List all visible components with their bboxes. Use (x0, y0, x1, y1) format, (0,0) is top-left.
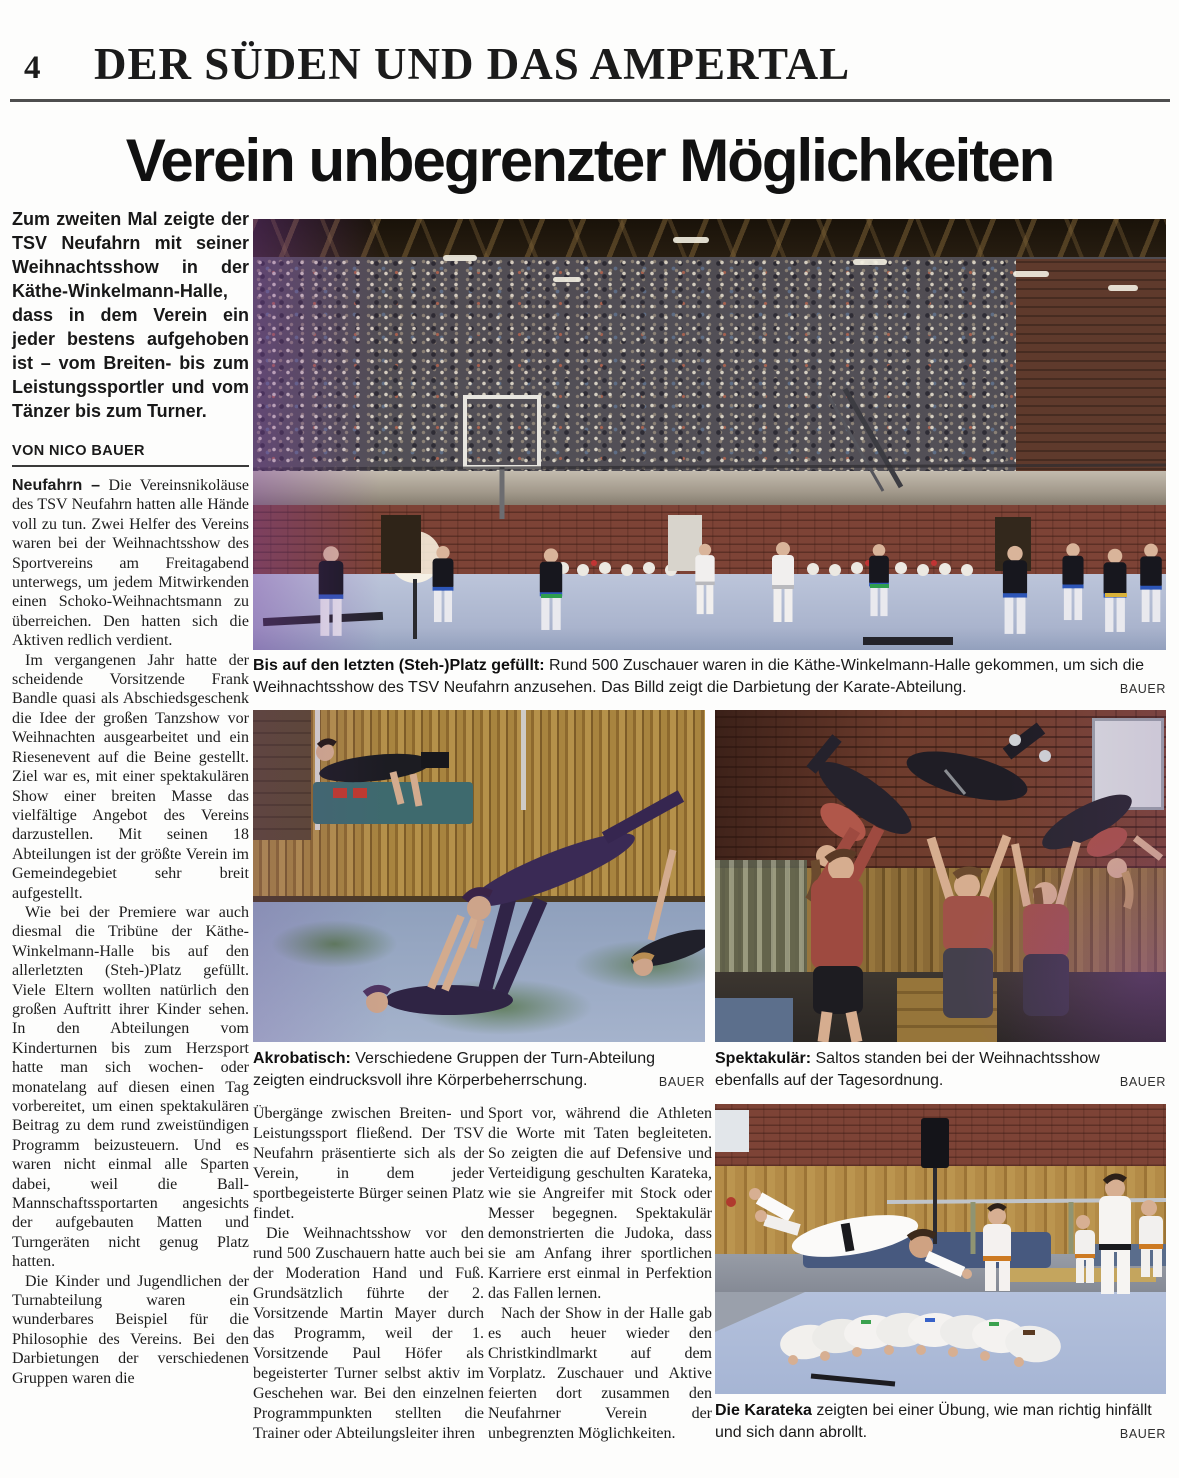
photo-purple-tint (253, 219, 1166, 650)
paragraph: Die Weihnachtsshow vor den rund 500 Zuschauern hatte auch bei der Moderation Hand und Fuß. Grundsätzlich führte der 2. Vorsitzende Martin Mayer durch das Programm, weil der 1. Vorsitzende Paul Höfer als begeisterter Turner selbst aktiv im Geschehen war. Bei den einzelnen Programmpunkten stellten die Trainer oder Abteilungsleiter ihren (253, 1225, 484, 1442)
paragraph: Neufahrn – Die Vereinsnikoläuse des TSV Neufahrn hatten alle Hände voll zu tun. Zwei Helfer des Vereins waren bei der Weihnachtsshow des Sportvereins am Freitagabend unterwegs, um jedem Mitwirkenden einen Schoko-Weihnachtsmann zu überreichen. Den hatten sich die Aktiven redlich verdient. (12, 477, 249, 650)
photo-karate-hall (253, 219, 1166, 650)
caption-karateka: Die Karateka zeigten bei einer Übung, wie man richtig hinfällt und sich dann abrollt. BAUER (715, 1400, 1166, 1446)
paragraph: Wie bei der Premiere war auch diesmal die Tribüne der Käthe-Winkelmann-Halle bis auf den allerletzten (Steh-)Platz gefüllt. Viele Eltern wollten natürlich den großen Auftritt ihrer Kinder sehen. In den Abteilungen vom Kinderturnen bis zum Herzsport hatte man sich wochen- oder monatelang auf diesen einen Tag vorbereitet, um einen spektakulären Beitrag zu dem rund zweistündigen Programm beizusteuern. Und es waren nicht einmal alle Sparten dabei, weil die Ball-Mannschaftssportarten angesichts der aufgebauten Matten und Turngeräten nicht genug Platz hatten. (12, 903, 249, 1271)
header-rule (10, 99, 1170, 102)
intro-paragraph: Zum zweiten Mal zeigte der TSV Neufahrn mit seiner Weihnachtsshow in der Käthe-Winkelmann-Halle, dass in dem Verein ein jeder bestens aufgehoben ist – vom Breiten- bis zum Leistungssportler und vom Tänzer bis zum Turner. (12, 209, 249, 421)
photo-saltos (715, 710, 1166, 1042)
body-column-1 (12, 476, 249, 1468)
body-column-3 (488, 1104, 712, 1476)
article-headline: Verein unbegrenzter Möglichkeiten (125, 127, 1054, 194)
dateline: Neufahrn – (12, 477, 101, 494)
byline-rule (12, 465, 249, 467)
photo-credit: BAUER (1112, 1424, 1166, 1446)
photo-purple-tint (715, 710, 1166, 1042)
paragraph: Übergänge zwischen Breiten- und Leistungssport fließend. Der TSV Neufahrn präsentierte sich als der Verein, in dem jeder sportbegeisterte Bürger seinen Platz findet. (253, 1105, 484, 1222)
page-number: 4 (24, 50, 41, 86)
photo-figures (715, 1104, 1166, 1394)
caption-top-photo: Bis auf den letzten (Steh-)Platz gefüllt: Rund 500 Zuschauer waren in die Käthe-Winkelmann-Halle gekommen, um sich die Weihnachtsshow des TSV Neufahrn anzusehen. Das Billd zeigt die Darbietung der Karate-Abteilung. BAUER (253, 655, 1166, 701)
paragraph: Die Kinder und Jugendlichen der Turnabteilung waren ein wunderbares Beispiel für die Philosophie des Vereins. Bei den Darbietungen der verschiedenen Gruppen waren die (12, 1272, 249, 1387)
byline: VON NICO BAUER (12, 443, 145, 459)
photo-purple-tint (253, 710, 705, 1042)
photo-acrobatics (253, 710, 705, 1042)
section-title: DER SÜDEN UND DAS AMPERTAL (94, 39, 851, 89)
paragraph: Sport vor, während die Athleten die Worte mit Taten begleiteten. So zeigten die auf Defensive und Verteidigung geschulten Karateka, wie sie Angreifer mit Stock oder Messer begegnen. Spektakulär demonstrierten die Judoka, dass sie am Anfang ihrer sportlichen Karriere erst einmal in Perfektion das Fallen lernen. (488, 1105, 712, 1302)
photo-credit: BAUER (651, 1072, 705, 1094)
photo-credit: BAUER (1112, 1072, 1166, 1094)
paragraph: Nach der Show in der Halle gab es auch heuer wieder den Christkindlmarkt auf dem Vorplatz. Zuschauer und Aktive feierten dort zusammen den Neufahrner Verein der unbegrenzten Möglichkeiten. (488, 1305, 712, 1442)
paragraph: Im vergangenen Jahr hatte der scheidende Vorsitzende Frank Bandle quasi als Abschiedsgeschenk die Idee der großen Tanzshow vor Weihnachten ausgearbeitet und ein Riesenevent auf die Beine gestellt. Ziel war es, mit einer spektakulären Show einer breiten Masse das vielfältige Angebot des Vereins darzustellen. Mit seinen 18 Abteilungen ist der größte Verein im Gemeindegebiet sehr breit aufgestellt. (12, 651, 249, 902)
body-column-2 (253, 1104, 484, 1476)
caption-saltos: Spektakulär: Saltos standen bei der Weihnachtsshow ebenfalls auf der Tagesordnung. BAUER (715, 1048, 1166, 1094)
photo-karateka-fall (715, 1104, 1166, 1394)
photo-credit: BAUER (1112, 679, 1166, 701)
caption-acrobatics: Akrobatisch: Verschiedene Gruppen der Turn-Abteilung zeigten eindrucksvoll ihre Körperbeherrschung. BAUER (253, 1048, 705, 1094)
